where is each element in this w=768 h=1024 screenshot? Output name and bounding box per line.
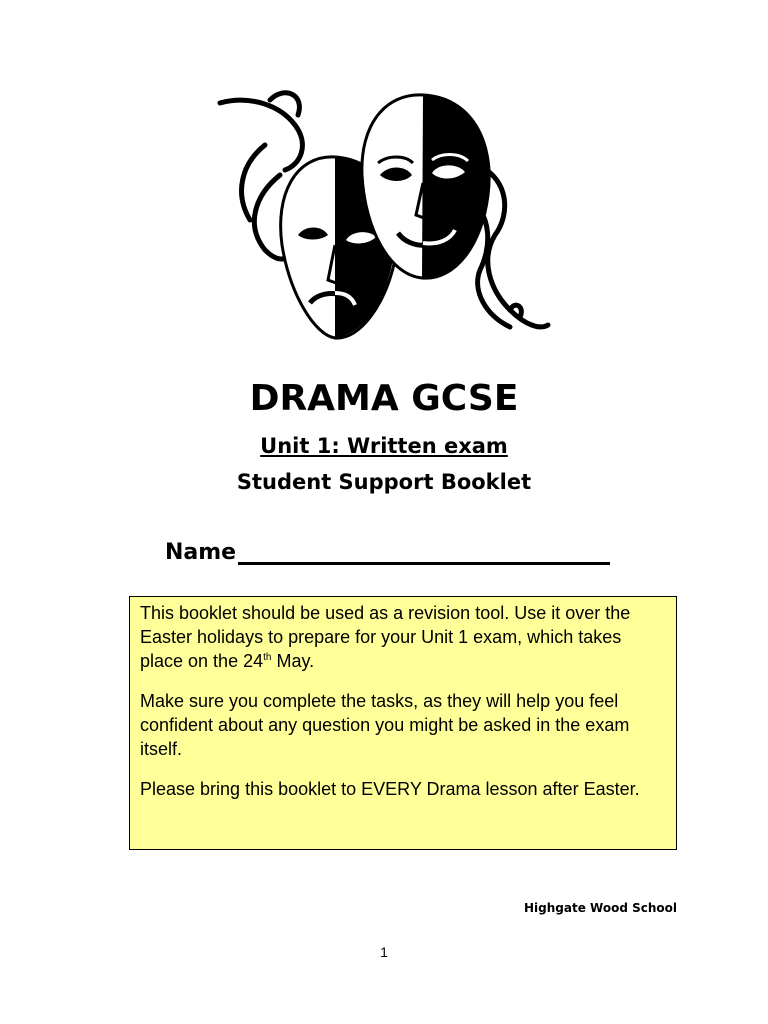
page-number: 1 <box>380 944 388 960</box>
notice-paragraph-2: Make sure you complete the tasks, as they will help you feel confident about any question you might be asked in the exam itself. <box>140 691 630 759</box>
name-blank-line <box>238 538 610 565</box>
notice-paragraph-1-text: This booklet should be used as a revision tool. Use it over the Easter holidays to prepare for your Unit 1 exam, which takes place on the 24 <box>140 603 631 671</box>
notice-paragraph-1 <box>140 601 666 673</box>
page-title: DRAMA GCSE <box>249 378 519 419</box>
ordinal-suffix: th <box>263 652 272 663</box>
theatre-masks-icon <box>210 85 555 345</box>
name-label: Name <box>165 540 237 565</box>
unit-heading: Unit 1: Written exam <box>260 434 508 458</box>
school-name: Highgate Wood School <box>524 901 677 915</box>
notice-paragraph-1-end: May. <box>271 651 315 671</box>
notice-paragraph-3: Please bring this booklet to EVERY Drama lesson after Easter. <box>140 779 640 799</box>
booklet-subtitle: Student Support Booklet <box>236 470 532 494</box>
revision-notice-box <box>129 596 677 850</box>
name-field <box>165 538 610 565</box>
